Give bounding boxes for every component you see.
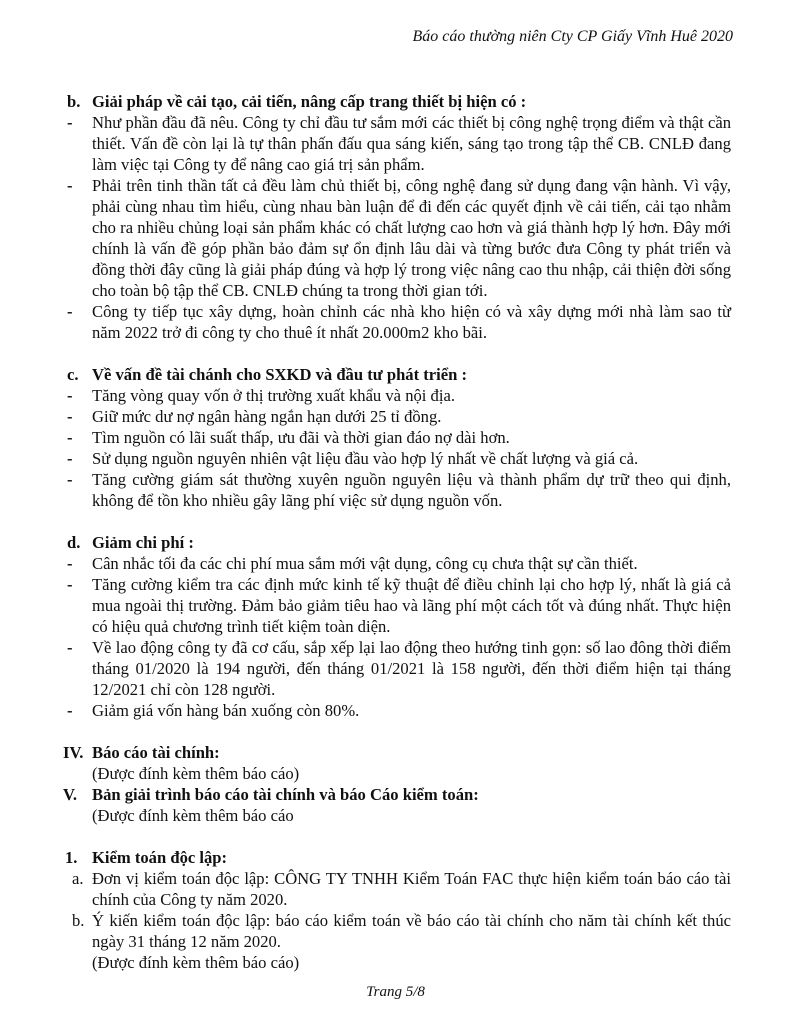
section-d-heading [0, 532, 791, 553]
list-item [0, 301, 791, 343]
list-item [0, 700, 791, 721]
spacer [0, 826, 791, 847]
list-item-text: Giữ mức dư nợ ngân hàng ngắn hạn dưới 25 tỉ đồng. [92, 407, 442, 426]
list-item-text: Đơn vị kiểm toán độc lập: CÔNG TY TNHH Kiểm Toán FAC thực hiện kiểm toán báo cáo tài chính của Công ty năm 2020. [92, 869, 731, 909]
section-marker: 1. [65, 848, 78, 867]
section-title: Giải pháp về cải tạo, cải tiến, nâng cấp trang thiết bị hiện có : [92, 92, 527, 111]
bullet-dash: - [67, 407, 73, 426]
bullet-dash: - [67, 302, 73, 321]
section-marker: c. [67, 365, 79, 384]
attachment-note: (Được đính kèm thêm báo cáo) [92, 953, 300, 972]
section-title: Giảm chi phí : [92, 533, 194, 552]
bullet-dash: - [67, 113, 73, 132]
list-item [0, 112, 791, 175]
section-title: Về vấn đề tài chánh cho SXKD và đầu tư phát triển : [92, 365, 468, 384]
bullet-dash: - [67, 176, 73, 195]
list-item [0, 469, 791, 511]
list-item-text: Phải trên tinh thần tất cả đều làm chủ thiết bị, công nghệ đang sử dụng đang vận hành. Vì vậy, phải cùng nhau tìm hiểu, cùng nhau bàn luận để đi đến các quyết định về cải tiến, cải tạo nhằm cho ra nhiều chủng loại sản phẩm khác có chất lượng cao hơn và giá thành hợp lý hơn. Đây mới chính là vấn đề góp phần bảo đảm sự ổn định lâu dài và từng bước đưa Công ty phát triển và đồng thời đây cũng là giải pháp đúng và hợp lý trong việc nâng cao thu nhập, cải thiện đời sống cho toàn bộ tập thể CB. CNLĐ chúng ta trong thời gian tới. [92, 176, 731, 300]
list-item [0, 637, 791, 700]
item-marker: b. [72, 911, 85, 930]
bullet-dash: - [67, 470, 73, 489]
bullet-dash: - [67, 701, 73, 720]
section-title: Báo cáo tài chính: [92, 743, 220, 762]
section-marker: IV. [63, 743, 84, 762]
list-item [0, 406, 791, 427]
list-item-text: Ý kiến kiểm toán độc lập: báo cáo kiểm toán về báo cáo tài chính cho năm tài chính kết thúc ngày 31 tháng 12 năm 2020. [92, 911, 731, 951]
spacer [0, 343, 791, 364]
spacer [0, 721, 791, 742]
list-item [0, 385, 791, 406]
list-item [0, 175, 791, 301]
list-item [0, 427, 791, 448]
attachment-note: (Được đính kèm thêm báo cáo) [92, 764, 300, 783]
list-item [0, 448, 791, 469]
bullet-dash: - [67, 428, 73, 447]
page-number: Trang 5/8 [366, 984, 425, 1000]
bullet-dash: - [67, 638, 73, 657]
section-marker: V. [63, 785, 77, 804]
section-title: Kiểm toán độc lập: [92, 848, 228, 867]
list-item-text: Tăng cường giám sát thường xuyên nguồn nguyên liệu và thành phẩm dự trữ theo qui định, không để tồn kho nhiều gây lãng phí việc sử dụng nguồn vốn. [92, 470, 731, 510]
bullet-dash: - [67, 554, 73, 573]
list-item-text: Về lao động công ty đã cơ cấu, sắp xếp lại lao động theo hướng tinh gọn: số lao đông thời điểm tháng 01/2020 là 194 người, đến tháng 01/2021 là 158 người, đến thời điểm hiện tại tháng 12/2021 chỉ còn 128 người. [92, 638, 731, 699]
item-marker: a. [72, 869, 84, 888]
section-v-heading [0, 784, 791, 805]
list-item-text: Giảm giá vốn hàng bán xuống còn 80%. [92, 701, 360, 720]
list-item-text: Tăng cường kiểm tra các định mức kinh tế kỹ thuật để điều chỉnh lại cho hợp lý, nhất là giá cả mua ngoài thị trường. Đảm bảo giảm tiêu hao và lãng phí một cách tốt và đúng nhất. Thực hiện có hiệu quả chương trình tiết kiệm toàn diện. [92, 575, 731, 636]
list-item-text: Cân nhắc tối đa các chi phí mua sắm mới vật dụng, công cụ chưa thật sự cần thiết. [92, 554, 638, 573]
list-item [0, 868, 791, 910]
audit-heading [0, 847, 791, 868]
list-item-text: Sử dụng nguồn nguyên nhiên vật liệu đầu vào hợp lý nhất về chất lượng và giá cả. [92, 449, 639, 468]
running-header: Báo cáo thường niên Cty CP Giấy Vĩnh Huê 2020 [412, 28, 733, 45]
bullet-dash: - [67, 386, 73, 405]
section-b-heading [0, 91, 791, 112]
list-item [0, 910, 791, 952]
list-item [0, 553, 791, 574]
bullet-dash: - [67, 575, 73, 594]
attachment-note: (Được đính kèm thêm báo cáo [92, 806, 294, 825]
spacer [0, 511, 791, 532]
document-body [0, 91, 791, 973]
list-item-text: Tìm nguồn có lãi suất thấp, ưu đãi và thời gian đáo nợ dài hơn. [92, 428, 510, 447]
list-item-text: Công ty tiếp tục xây dựng, hoàn chỉnh các nhà kho hiện có và xây dựng mới nhà làm sao từ năm 2022 trở đi công ty cho thuê ít nhất 20.000m2 kho bãi. [92, 302, 731, 342]
section-c-heading [0, 364, 791, 385]
list-item-text: Tăng vòng quay vốn ở thị trường xuất khẩu và nội địa. [92, 386, 455, 405]
list-item-text: Như phần đầu đã nêu. Công ty chỉ đầu tư sắm mới các thiết bị công nghệ trọng điểm và thật cần thiết. Vấn đề còn lại là tự thân phấn đấu qua sáng kiến, sáng tạo trong tập thể CB. CNLĐ đang làm việc tại Công ty để nâng cao giá trị sản phẩm. [92, 113, 731, 174]
section-marker: d. [67, 533, 81, 552]
bullet-dash: - [67, 449, 73, 468]
list-item [0, 574, 791, 637]
section-title: Bản giải trình báo cáo tài chính và báo Cáo kiểm toán: [92, 785, 479, 804]
section-marker: b. [67, 92, 81, 111]
section-iv-heading [0, 742, 791, 763]
